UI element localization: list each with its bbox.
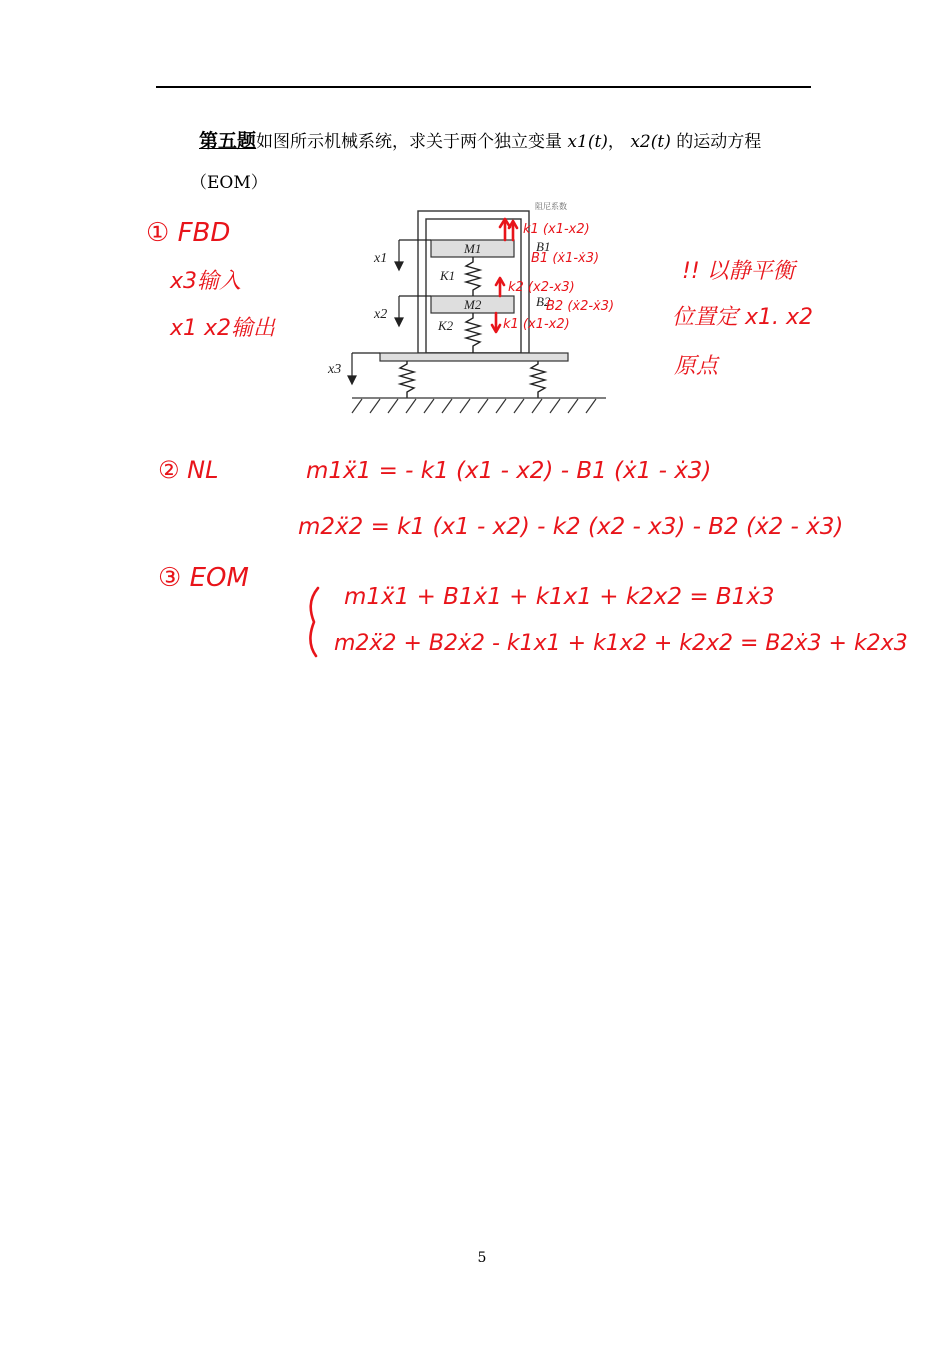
eom-equation-1: m1ẍ1 + B1ẋ1 + k1x1 + k2x2 = B1ẋ3 [344, 584, 775, 610]
force-label-b2: B2 (ẋ2-ẋ3) [546, 299, 615, 314]
label-m1: M1 [464, 241, 482, 256]
question-eom-label: （EOM） [190, 173, 268, 193]
separator: ， [607, 132, 625, 152]
eom-heading: ③ EOM [158, 563, 249, 593]
nl-equation-1: m1ẍ1 = - k1 (x1 - x2) - B1 (ẋ1 - ẋ3) [306, 458, 712, 484]
label-k1: K1 [440, 268, 456, 283]
label-x3: x3 [328, 362, 342, 377]
label-x2: x2 [374, 307, 388, 322]
eom-equation-2: m2ẍ2 + B2ẋ2 - k1x1 + k1x2 + k2x2 = B2ẋ3 + k2x3 [334, 631, 908, 656]
fbd-heading: ① FBD [146, 218, 231, 248]
question-text: 如图所示机械系统，求关于两个独立变量 [256, 132, 563, 152]
base-plate [380, 353, 568, 361]
spring-ground-left [400, 361, 414, 398]
spring-k1 [466, 257, 480, 296]
fbd-input-note: x3输入 [170, 269, 242, 294]
question-tail: 的运动方程 [676, 132, 762, 152]
origin-note-line2: 位置定 x1. x2 [672, 305, 814, 330]
variable-x1: x1(t) [567, 132, 608, 152]
nl-equation-2: m2ẍ2 = k1 (x1 - x2) - k2 (x2 - x3) - B2 (ẋ2 - ẋ3) [298, 514, 844, 540]
label-x1: x1 [374, 251, 388, 266]
origin-note-line3: 原点 [674, 354, 719, 379]
force-arrows [492, 219, 517, 332]
eom-brace [311, 588, 319, 656]
force-label-k1-top: k1 (x1-x2) [523, 222, 590, 237]
label-b1: B1 [536, 239, 551, 254]
spring-k2 [466, 313, 480, 353]
fbd-output-note: x1 x2输出 [170, 316, 276, 341]
nl-heading: ② NL [158, 456, 219, 484]
page-number: 5 [477, 1250, 487, 1266]
question-label: 第五题 [199, 130, 257, 152]
force-label-k2: k2 (x2-x3) [508, 280, 575, 295]
label-k2: K2 [438, 318, 454, 333]
damping-caption: 阻尼系数 [535, 202, 567, 211]
label-m2: M2 [464, 297, 482, 312]
spring-ground-right [531, 361, 545, 398]
force-label-b1: B1 (ẋ1-ẋ3) [531, 251, 600, 266]
ground [352, 398, 606, 413]
origin-note-line1: !! 以静平衡 [682, 259, 795, 284]
label-b2: B2 [536, 294, 551, 309]
variable-x2: x2(t) [630, 132, 671, 152]
force-label-k1-bottom: k1 (x1-x2) [503, 317, 570, 332]
